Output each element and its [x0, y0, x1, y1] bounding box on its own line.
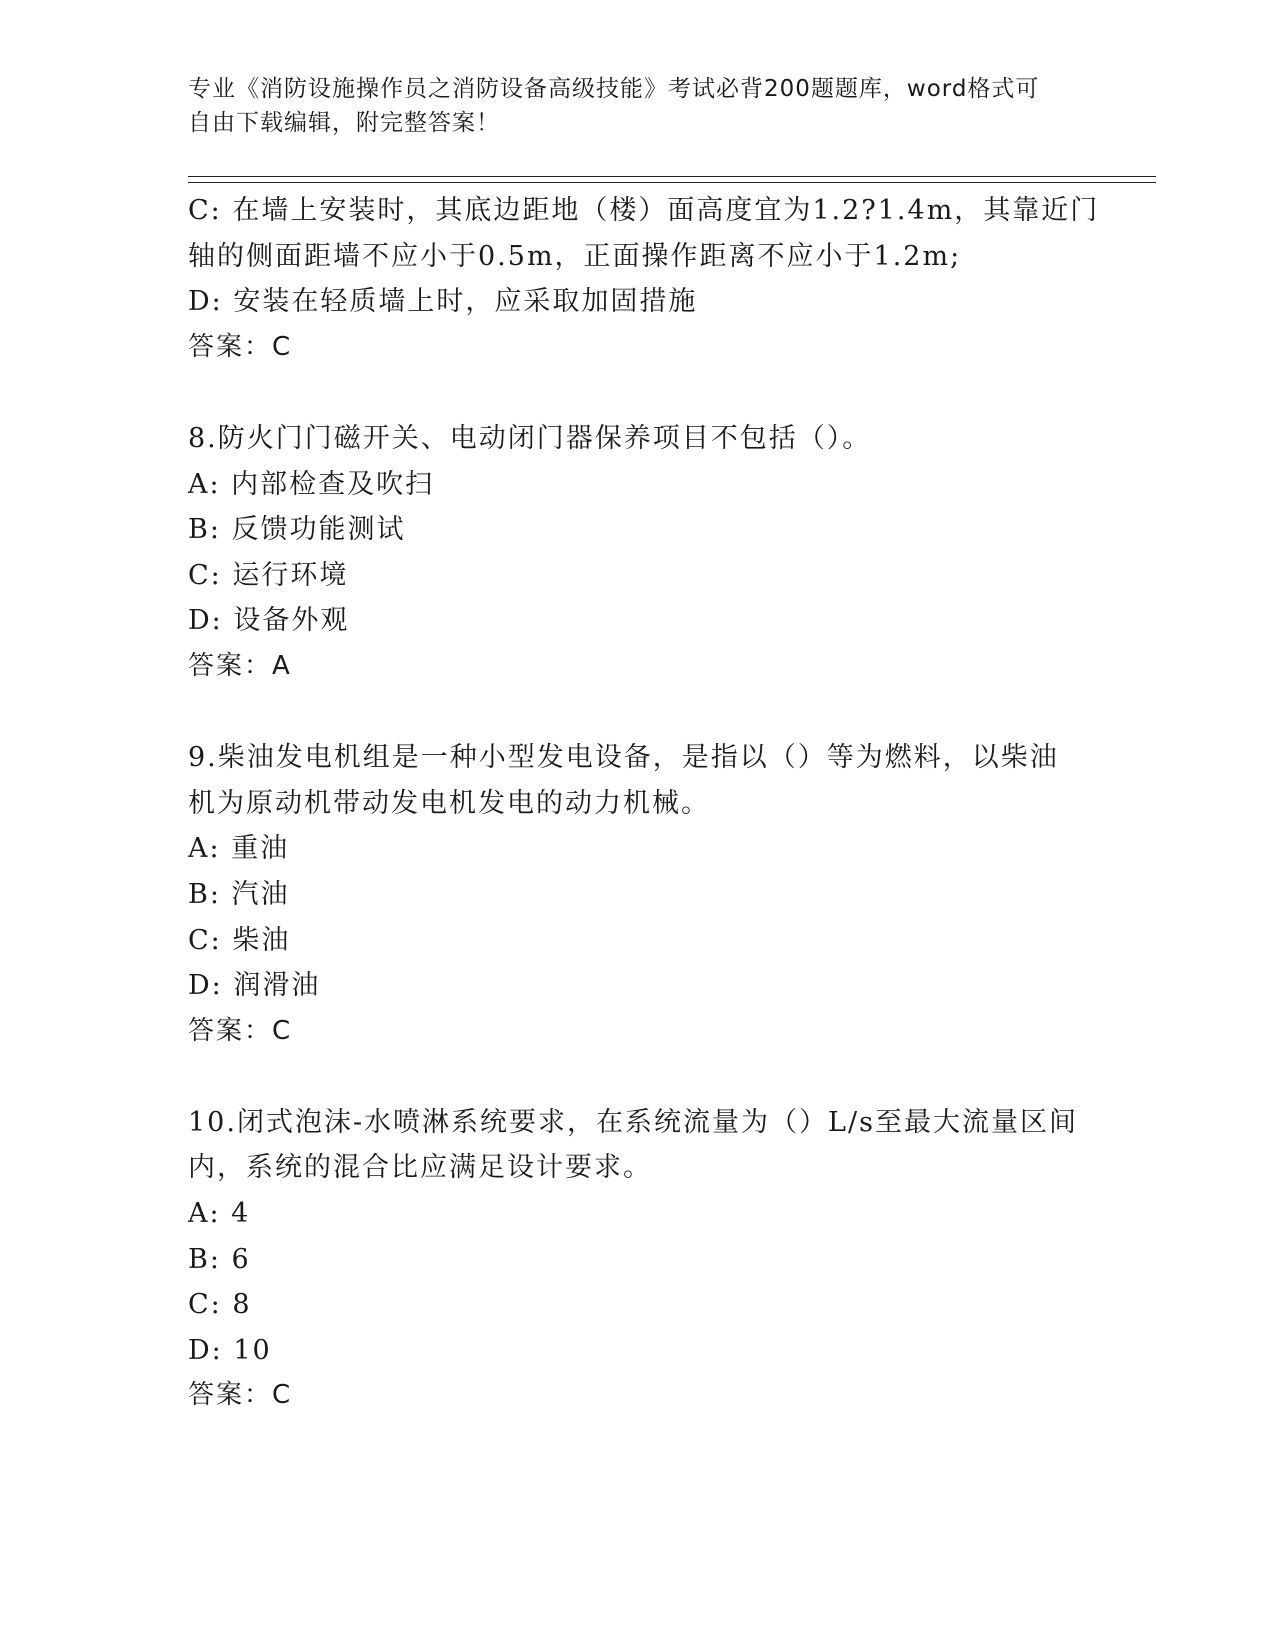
option-c-line-1: C: 在墙上安装时，其底边距地（楼）面高度宜为1.2?1.4m，其靠近门: [188, 195, 1100, 226]
option-b: B: 6: [188, 1243, 251, 1275]
option-a: A: 内部检查及吹扫: [188, 468, 435, 500]
option-a: A: 重油: [188, 833, 290, 865]
option-c-line-2: 轴的侧面距墙不应小于0.5m，正面操作距离不应小于1.2m;: [188, 240, 962, 272]
question-stem-line-1: 10.闭式泡沫-水喷淋系统要求，在系统流量为（）L/s至最大流量区间: [188, 1106, 1078, 1138]
option-c: C: 8: [188, 1289, 252, 1321]
question-stem-line-2: 内，系统的混合比应满足设计要求。: [188, 1152, 652, 1184]
spacer: [188, 370, 1088, 416]
question-10: [188, 1100, 1088, 1419]
option-d: D: 安装在轻质墙上时，应采取加固措施: [188, 286, 698, 318]
option-c: C: 运行环境: [188, 559, 349, 591]
question-stem-line-2: 机为原动机带动发电机发电的动力机械。: [188, 787, 710, 819]
option-b: B: 反馈功能测试: [188, 514, 406, 546]
spacer: [188, 690, 1088, 736]
answer: 答案：C: [188, 1380, 293, 1411]
answer: 答案：C: [188, 331, 293, 362]
header-divider-top: [188, 176, 1156, 177]
document-header: [188, 72, 1068, 140]
option-a: A: 4: [188, 1198, 251, 1230]
option-d: D: 润滑油: [188, 970, 321, 1002]
answer: 答案：C: [188, 1015, 293, 1046]
option-d: D: 10: [188, 1334, 272, 1366]
header-title-line-1: 专业《消防设施操作员之消防设备高级技能》考试必背200题题库，word格式可: [188, 76, 1040, 102]
header-divider-bottom: [188, 182, 1156, 183]
question-stem-line-1: 9.柴油发电机组是一种小型发电设备，是指以（）等为燃料，以柴油: [188, 742, 1059, 774]
option-b: B: 汽油: [188, 878, 290, 910]
option-c: C: 柴油: [188, 924, 291, 956]
header-title-line-2: 自由下载编辑，附完整答案！: [188, 110, 500, 136]
option-d: D: 设备外观: [188, 605, 350, 637]
answer: 答案：A: [188, 650, 292, 681]
question-stem: 8.防火门门磁开关、电动闭门器保养项目不包括（）。: [188, 422, 872, 454]
question-9: [188, 735, 1088, 1054]
spacer: [188, 1054, 1088, 1100]
question-7-continued: [188, 188, 1100, 370]
question-list: [188, 188, 1100, 1419]
question-8: [188, 416, 1088, 690]
